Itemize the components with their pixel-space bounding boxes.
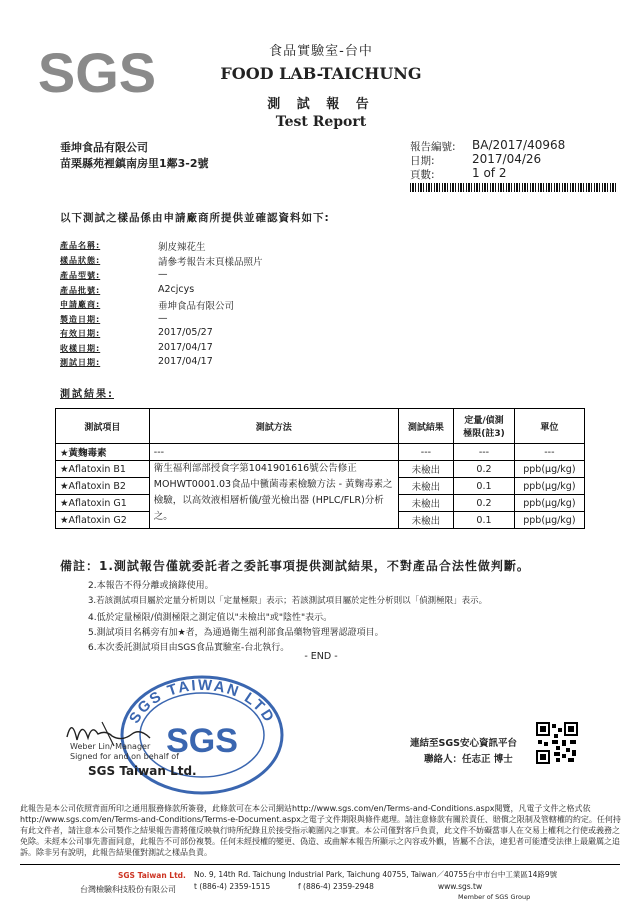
field-value-received-date: 2017/04/17 (158, 342, 213, 353)
footer-website[interactable]: www.sgs.tw (438, 882, 483, 891)
header-limit (454, 409, 515, 444)
date-value: 2017/04/26 (472, 152, 542, 166)
client-address: 苗栗縣苑裡鎮南房里1鄰3-2號 (60, 157, 209, 170)
field-label-test-date: 測試日期: (60, 358, 101, 367)
field-value-expiry-date: 2017/05/27 (158, 327, 213, 338)
field-value-product-name: 剝皮辣花生 (158, 242, 206, 253)
lab-name-zh: 食品實驗室-台中 (269, 44, 373, 59)
row-limit: 0.1 (454, 478, 515, 495)
note-3: 3.若該測試項目屬於定量分析則以「定量極限」表示；若該測試項目屬於定性分析則以「偵測極限」表示。 (88, 596, 488, 606)
signer-name: Weber Lin/ Manager (70, 742, 151, 751)
results-title: 測試結果: (60, 389, 114, 400)
disclaimer-text (20, 803, 622, 858)
note-6: 6.本次委託測試項目由SGS食品實驗室-台北執行。 (88, 643, 290, 653)
header-method: 測試方法 (149, 409, 398, 444)
page-label: 頁數: (410, 169, 435, 181)
note-5: 5.測試項目名稱旁有加★者，為通過衛生福利部食品藥物管理署認證項目。 (88, 628, 384, 638)
field-label-applicant: 申請廠商: (60, 300, 101, 309)
header-item: 測試項目 (56, 409, 150, 444)
field-value-batch: A2cjcys (158, 284, 195, 295)
footer-divider (20, 864, 620, 865)
footer-phone: t (886-4) 2359-1515 (194, 882, 271, 891)
row-result: 未檢出 (398, 461, 454, 478)
row-item: ★Aflatoxin B1 (56, 461, 150, 478)
header-result: 測試結果 (398, 409, 454, 444)
note-1: 備註：1.測試報告僅就委託者之委託事項提供測試結果，不對產品合法性做判斷。 (60, 559, 530, 573)
row-unit: ppb(μg/kg) (514, 495, 584, 512)
field-value-mfg-date: — (158, 313, 168, 324)
report-title-zh: 測 試 報 告 (267, 97, 375, 112)
row-result: 未檢出 (398, 512, 454, 529)
field-label-received-date: 收樣日期: (60, 344, 101, 353)
field-value-applicant: 垂坤食品有限公司 (158, 301, 235, 312)
report-barcode (410, 183, 616, 192)
sgs-logo-text: SGS (37, 41, 157, 104)
table-row (56, 444, 585, 461)
qr-code-icon[interactable] (536, 722, 578, 764)
group-limit: --- (454, 444, 515, 461)
field-label-sample-state: 樣品狀態: (60, 256, 101, 265)
footer-company-en: SGS Taiwan Ltd. (118, 871, 186, 880)
terms-link[interactable]: http://www.sgs.com/en/Terms-and-Conditions.aspx (292, 804, 495, 813)
group-item: ★黃麴毒素 (56, 444, 150, 461)
method-text: 衛生福利部部授食字第1041901616號公告修正 MOHWT0001.03食品中黴菌毒素檢驗方法 - 黃麴毒素之檢驗，以高效液相層析儀/螢光檢出器 (HPLC/FLR)分析之。 (149, 461, 398, 529)
row-item: ★Aflatoxin G1 (56, 495, 150, 512)
end-mark: - END - (304, 651, 338, 662)
report-no-value: BA/2017/40968 (472, 138, 566, 152)
group-result: --- (398, 444, 454, 461)
row-limit: 0.2 (454, 461, 515, 478)
field-label-model: 產品型號: (60, 271, 101, 280)
row-result: 未檢出 (398, 495, 454, 512)
row-item: ★Aflatoxin B2 (56, 478, 150, 495)
footer-member: Member of SGS Group (458, 893, 531, 901)
row-unit: ppb(μg/kg) (514, 512, 584, 529)
row-unit: ppb(μg/kg) (514, 461, 584, 478)
row-limit: 0.1 (454, 512, 515, 529)
signer-company: SGS Taiwan Ltd. (88, 764, 197, 778)
row-unit: ppb(μg/kg) (514, 478, 584, 495)
lab-name-en: FOOD LAB-TAICHUNG (220, 64, 422, 83)
date-label: 日期: (410, 155, 435, 167)
client-name: 垂坤食品有限公司 (60, 141, 148, 154)
field-label-expiry-date: 有效日期: (60, 329, 101, 338)
row-result: 未檢出 (398, 478, 454, 495)
field-value-test-date: 2017/04/17 (158, 356, 213, 367)
note-4: 4.低於定量極限/偵測極限之測定值以"未檢出"或"陰性"表示。 (88, 613, 333, 623)
note-2: 2.本報告不得分離或摘錄使用。 (88, 581, 214, 591)
verify-contact[interactable]: 聯絡人：任志正 博士 (424, 754, 513, 765)
field-label-mfg-date: 製造日期: (60, 315, 101, 324)
field-label-product-name: 產品名稱: (60, 241, 101, 250)
table-row (56, 461, 585, 478)
results-header-row (56, 409, 585, 444)
verify-link-text: 連結至SGS安心資訊平台 (410, 738, 517, 749)
field-value-model: — (158, 269, 168, 280)
group-unit: --- (514, 444, 584, 461)
footer-company-zh: 台灣檢驗科技股份有限公司 (80, 885, 176, 894)
report-title-en: Test Report (275, 114, 367, 130)
stamp-text: SGS TAIWAN LTD (125, 676, 279, 727)
row-limit: 0.2 (454, 495, 515, 512)
header-limit-line2: 極限(註3) (463, 429, 505, 439)
field-value-sample-state: 請參考報告末頁樣品照片 (158, 257, 263, 268)
signed-for: Signed for and on behalf of (70, 752, 179, 761)
field-label-batch: 產品批號: (60, 286, 101, 295)
header-unit: 單位 (514, 409, 584, 444)
report-no-label: 報告編號: (410, 141, 456, 153)
header-limit-line1: 定量/偵測 (464, 416, 504, 426)
disclaimer-part1: 此報告是本公司依照背面所印之通用服務條款所簽發，此條款可在本公司網站 (20, 804, 292, 813)
row-item: ★Aflatoxin G2 (56, 512, 150, 529)
footer-fax: f (886-4) 2359-2948 (298, 882, 374, 891)
e-document-terms-link[interactable]: http://www.sgs.com/en/Terms-and-Conditions/Terms-e-Document.aspx (20, 815, 301, 824)
stamp-logo-text: SGS (166, 722, 238, 760)
results-table (55, 408, 585, 529)
disclaimer-part2: 閱覽，凡電子文件之格式依 (494, 804, 591, 813)
page-value: 1 of 2 (472, 166, 507, 180)
footer-address: No. 9, 14th Rd. Taichung Industrial Park, Taichung 40755, Taiwan／40755台中市台中工業區14路9號 (194, 870, 558, 879)
disclaimer-part3: 之電子文件期限與條件處理。請注意條款有關於責任、賠償之限制及管轄權的約定。任何持有此文件者，請注意本公司製作之結果報告書將僅反映執行時所紀錄且於接受指示範圍內之事實。本公司僅對客戶負責，此文件不妨礙當事人在交易上權利之行使或義務之免除。未經本公司事先書面同意，此報告不可部份複製。任何未經授權的變更、偽造、或曲解本報告所顯示之內容或外觀，皆屬不合法，違犯者可能遭受法律上最嚴厲之追訴。除非另有說明，此報告結果僅對測試之樣品負責。 (20, 815, 621, 857)
group-method: --- (149, 444, 398, 461)
intro-text: 以下測試之樣品係由申請廠商所提供並確認資料如下: (60, 212, 330, 224)
